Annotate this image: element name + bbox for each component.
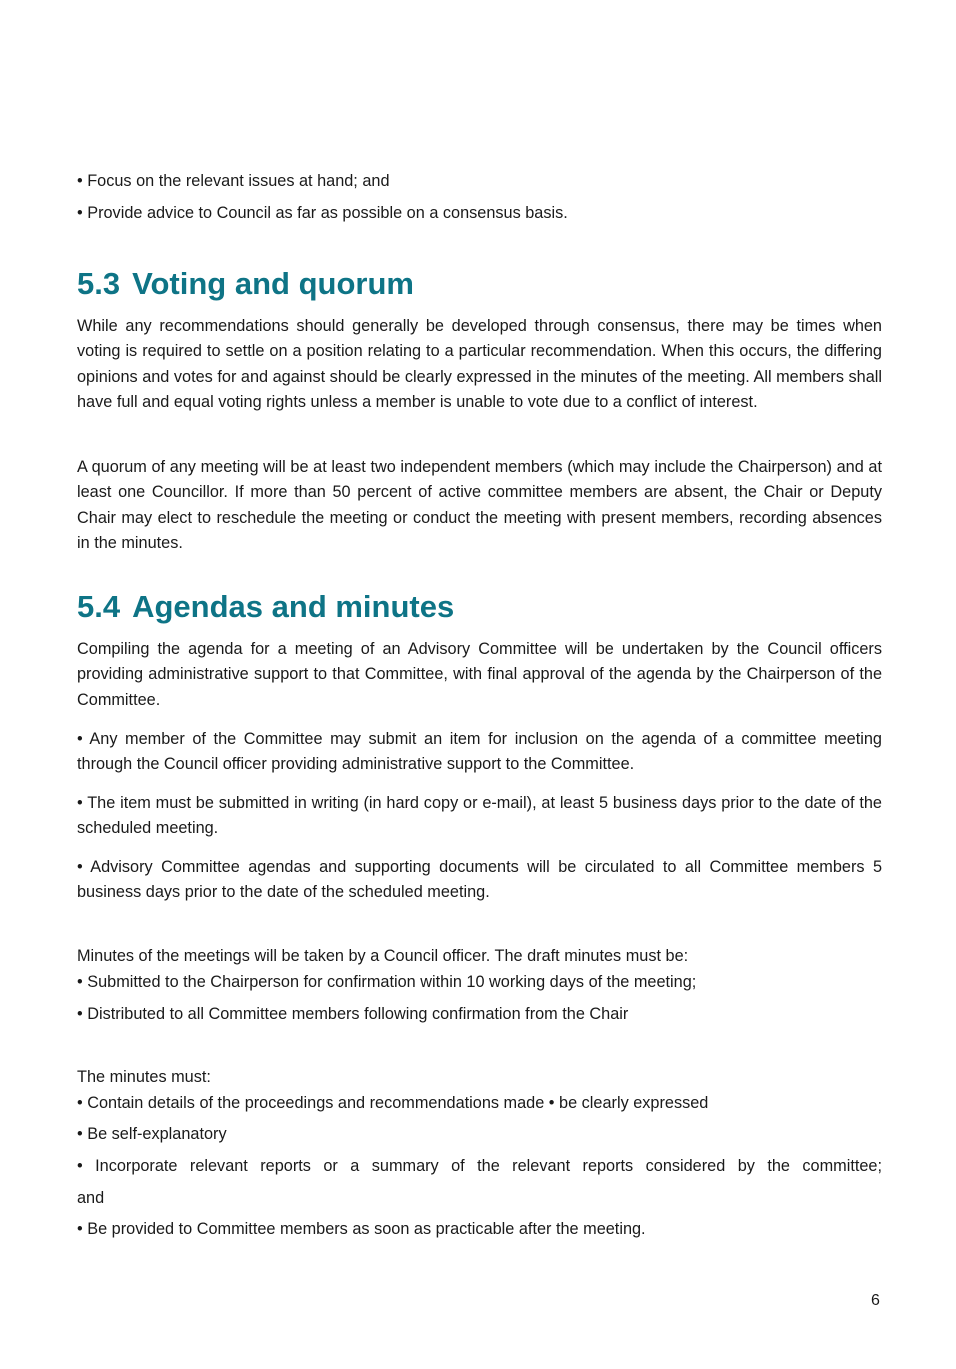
- minutes-bullet-provided: • Be provided to Committee members as soon as practicable after the meeting.: [77, 1220, 646, 1238]
- agenda-bullet-circulation: • Advisory Committee agendas and supporting documents will be circulated to all Committee members 5 business days prior to the date of the scheduled meeting.: [77, 858, 882, 902]
- minutes-must-intro: The minutes must:: [77, 1068, 211, 1086]
- page-number: 6: [871, 1292, 880, 1309]
- minutes-bullet-incorporate-reports: • Incorporate relevant reports or a summary of the relevant reports considered by the committee;: [77, 1157, 882, 1175]
- minutes-bullet-contain-details: • Contain details of the proceedings and recommendations made • be clearly expressed: [77, 1094, 709, 1112]
- agenda-bullet-writing: • The item must be submitted in writing (in hard copy or e-mail), at least 5 business days prior to the date of the scheduled meeting.: [77, 794, 882, 838]
- section-title: Voting and quorum: [132, 266, 414, 301]
- voting-paragraph: While any recommendations should generally be developed through consensus, there may be times when voting is required to settle on a position relating to a particular recommendation. When this occurs, the differing opinions and votes for and against should be clearly expressed in the minutes of the meeting. All members shall have full and equal voting rights unless a member is unable to vote due to a conflict of interest.: [77, 317, 882, 411]
- minutes-bullet-self-explanatory: • Be self-explanatory: [77, 1125, 227, 1143]
- bullet-provide-advice: • Provide advice to Council as far as possible on a consensus basis.: [77, 204, 568, 222]
- section-number: 5.3: [77, 266, 121, 301]
- draft-minutes-intro: Minutes of the meetings will be taken by a Council officer. The draft minutes must be:: [77, 947, 689, 965]
- minutes-bullet-and: and: [77, 1189, 105, 1207]
- draft-minutes-bullet-submitted: • Submitted to the Chairperson for confirmation within 10 working days of the meeting;: [77, 973, 697, 991]
- section-title: Agendas and minutes: [132, 589, 455, 624]
- quorum-paragraph: A quorum of any meeting will be at least two independent members (which may include the Chairperson) and at least one Councillor. If more than 50 percent of active committee members are absent, the Chair or Deputy Chair may elect to reschedule the meeting or conduct the meeting with present members, recording absences in the minutes.: [77, 458, 882, 552]
- section-heading-5-4: [77, 589, 454, 625]
- section-heading-5-3: [77, 266, 414, 302]
- bullet-focus-issues: • Focus on the relevant issues at hand; and: [77, 172, 390, 190]
- agenda-bullet-submit-item: • Any member of the Committee may submit an item for inclusion on the agenda of a committee meeting through the Council officer providing administrative support to the Committee.: [77, 730, 882, 774]
- draft-minutes-bullet-distributed: • Distributed to all Committee members following confirmation from the Chair: [77, 1005, 629, 1023]
- section-number: 5.4: [77, 589, 121, 624]
- agenda-intro-paragraph: Compiling the agenda for a meeting of an Advisory Committee will be undertaken by the Council officers providing administrative support to that Committee, with final approval of the agenda by the Chairperson of the Committee.: [77, 640, 882, 709]
